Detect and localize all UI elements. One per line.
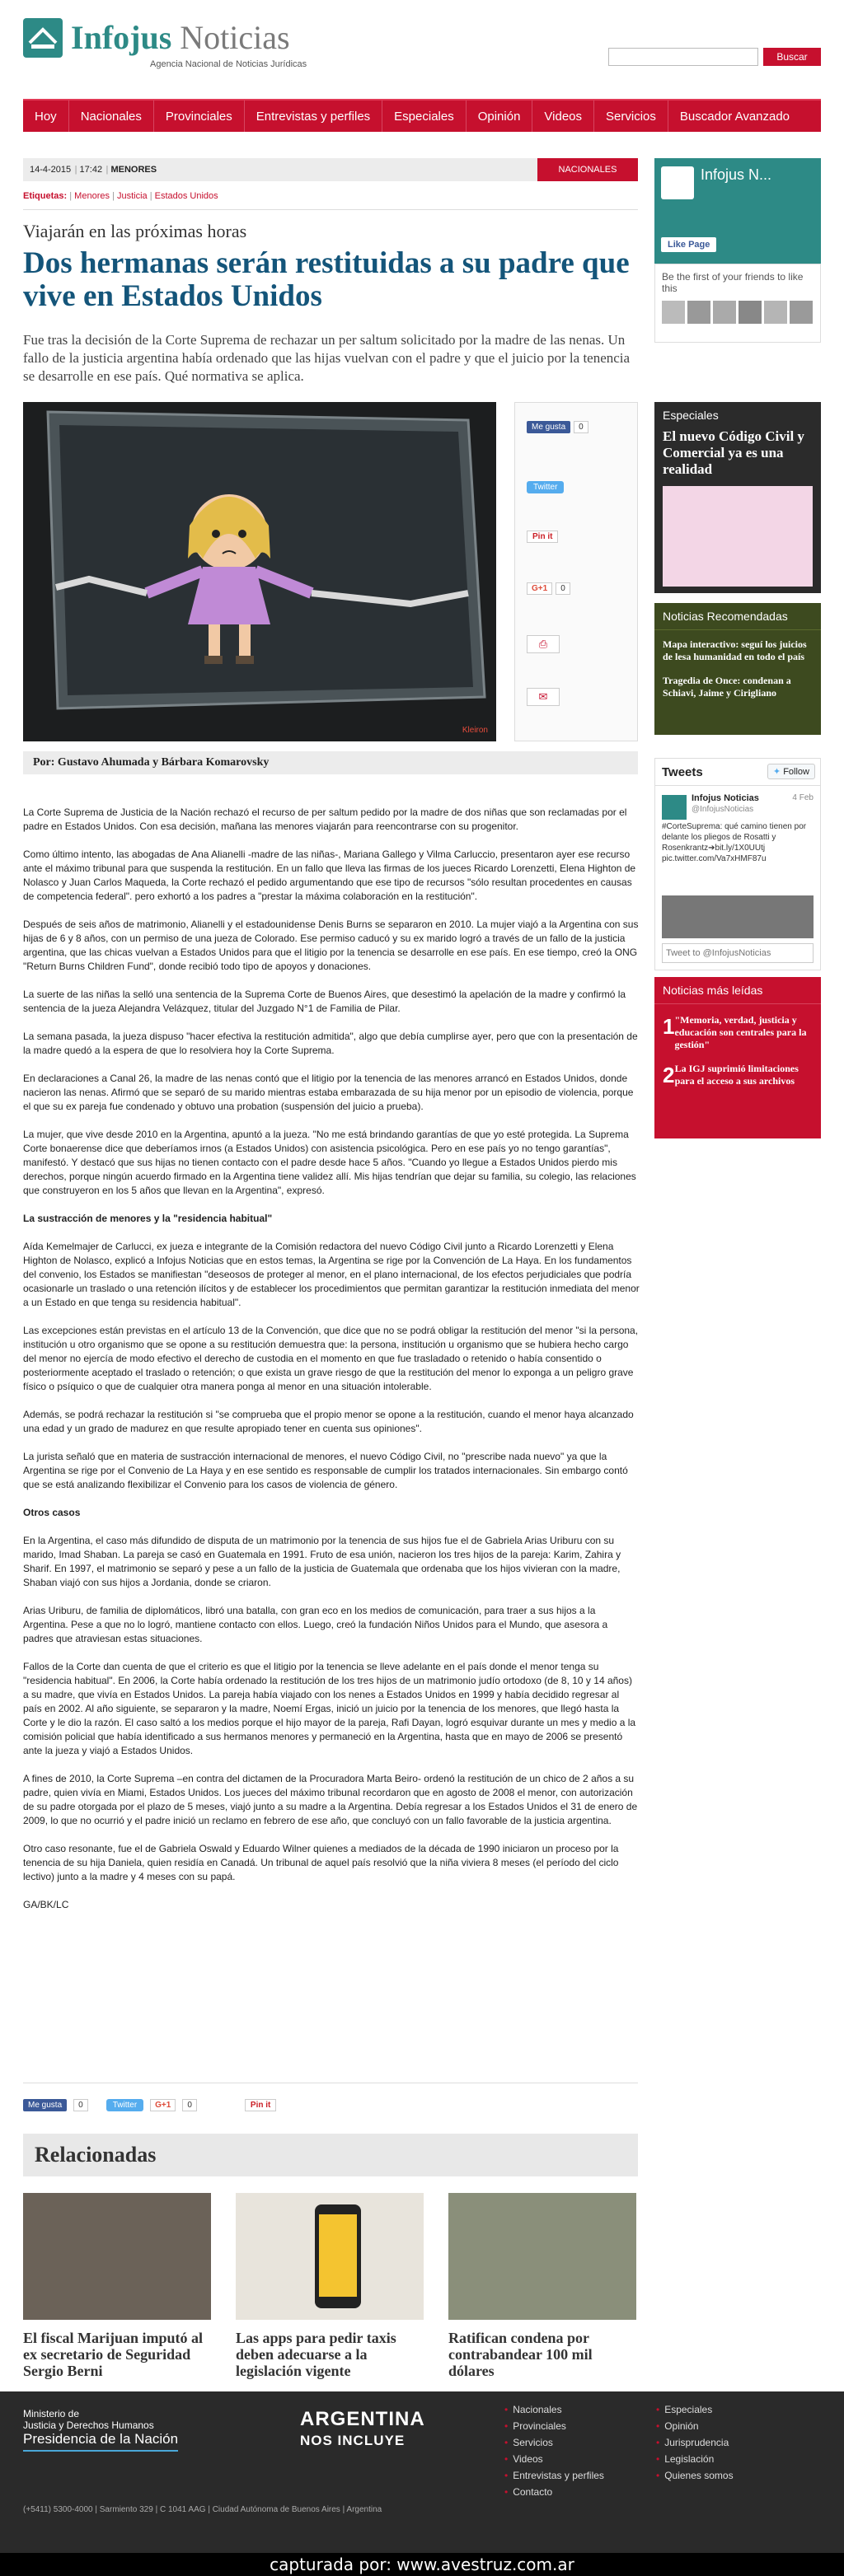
related-image[interactable] (236, 2193, 424, 2320)
twitter-button[interactable]: Twitter (106, 2099, 143, 2111)
recommended-link[interactable]: Mapa interactivo: seguí los juicios de lesa humanidad en todo el país (663, 638, 807, 662)
article-author: Por: Gustavo Ahumada y Bárbara Komarovsky (23, 751, 638, 774)
nav-provinciales[interactable]: Provinciales (154, 101, 245, 132)
footer-link[interactable]: • Quienes somos (656, 2467, 734, 2484)
related-image[interactable] (23, 2193, 211, 2320)
avatar (790, 301, 813, 324)
tag-link[interactable]: Menores (74, 191, 110, 201)
gplus-button[interactable]: G+1 (527, 582, 552, 595)
fb-text: Be the first of your friends to like this (662, 271, 804, 294)
tweet-input[interactable] (662, 943, 814, 963)
related-heading: Relacionadas (23, 2134, 638, 2176)
search-input[interactable] (608, 48, 758, 66)
footer-link[interactable]: • Entrevistas y perfiles (504, 2467, 604, 2484)
especiales-heading: Especiales (663, 409, 719, 422)
tag-link[interactable]: Justicia (116, 191, 148, 201)
bottom-share-bar (23, 2095, 276, 2115)
avatar (738, 301, 762, 324)
footer-link[interactable]: • Contacto (504, 2484, 604, 2500)
ministry-label: Justicia y Derechos Humanos (23, 2419, 154, 2431)
most-read-link[interactable]: La IGJ suprimió limitaciones para el acceso a sus archivos (674, 1063, 799, 1087)
fb-like-page-button[interactable]: Like Page (661, 237, 716, 252)
subheading: Otros casos (23, 1507, 81, 1518)
brand-logo[interactable]: Infojus Noticias (71, 19, 290, 56)
footer-link[interactable]: • Opinión (656, 2418, 734, 2434)
article-body (23, 806, 640, 1926)
footer-links (656, 2401, 734, 2484)
gplus-count: 0 (182, 2099, 197, 2111)
tags-row: Etiquetas: | Menores | Justicia | Estados Unidos (23, 191, 218, 201)
pinterest-button[interactable]: Pin it (245, 2099, 276, 2111)
recommended-heading: Noticias Recomendadas (654, 603, 821, 630)
gplus-count: 0 (556, 582, 570, 595)
article-meta: 14-4-2015 | 17:42 | MENORES (23, 158, 638, 181)
twitter-widget (654, 758, 821, 970)
slogan: ARGENTINA (300, 2408, 425, 2430)
tweets-heading: Tweets (662, 765, 703, 779)
like-count: 0 (574, 421, 588, 433)
related-link[interactable]: Las apps para pedir taxis deben adecuarse a la legislación vigente (236, 2330, 396, 2379)
footer-link[interactable]: • Nacionales (504, 2401, 604, 2418)
tweet-handle: @InfojusNoticias (692, 805, 754, 814)
tweet-date: 4 Feb (792, 793, 814, 802)
paragraph: La suerte de las niñas la selló una sentencia de la Suprema Corte de Buenos Aires, que desestimó la apelación de la madre y confirmó la sentencia de la jueza Alejandra Velázquez, titular del Juzgado N°1 de Familia de Pilar. (23, 989, 626, 1014)
facebook-widget (654, 158, 821, 264)
facebook-like-button[interactable]: Me gusta (23, 2099, 67, 2111)
slogan: NOS INCLUYE (300, 2433, 406, 2448)
paragraph: Después de seis años de matrimonio, Alianelli y el estadounidense Denis Burns se separaron en 2010. La mujer viajó a la Argentina con sus hijas de 6 y 8 años, con un permiso de una jueza de Colorado. Ese permiso caducó y su ex marido logró a través de un fallo de la justicia argentina, que las chicas vuelvan a Estados Unidos para que el litigio por la tenencia se desarrolle en ese país. En ese tiempo, creó la ONG "Return Burns Children Fund", donde recibió todo tipo de apoyos y donaciones. (23, 919, 639, 972)
paragraph: Como último intento, las abogadas de Ana Alianelli -madre de las niñas-, Mariana Gallego y Vilma Carluccio, presentaron ayer ese recurso ante el máximo tribunal para que suspenda la restitución. En un fallo que lleva las firmas de los jueces Ricardo Lorenzetti, Elena Highton de Nolasco y Juan Carlos Maqueda, la Corte rechazó el pedido argumentando que ese tipo de recursos "sólo resultan procedentes en causas de competencia federal". pero exhortó a los padres a "prestar la máxima colaboración en la restitución". (23, 849, 636, 902)
nav-videos[interactable]: Videos (532, 101, 594, 132)
avatar (764, 301, 787, 324)
divider (23, 209, 638, 210)
nav-hoy[interactable]: Hoy (23, 101, 69, 132)
search-button[interactable]: Buscar (763, 48, 821, 66)
article-kicker: Viajarán en las próximas horas (23, 221, 247, 241)
nav-opinion[interactable]: Opinión (467, 101, 533, 132)
footer-link[interactable]: • Provinciales (504, 2418, 604, 2434)
paragraph: Otro caso resonante, fue el de Gabriela Oswald y Eduardo Wilner quienes a mediados de la década de 1990 iniciaron un proceso por la tenencia de su hija Daniela, quien residía en Canadá. Un tribunal de aquel país resolvió que la niña viviera 8 meses (el período del ciclo lectivo) junto a la madre y 4 meses con su papá. (23, 1843, 619, 1882)
print-icon[interactable]: ⎙ (527, 635, 560, 653)
nav-servicios[interactable]: Servicios (594, 101, 668, 132)
footer-link[interactable]: • Videos (504, 2451, 604, 2467)
paragraph: En la Argentina, el caso más difundido de disputa de un matrimonio por la tenencia de sus hijos fue el de Gabriela Arias Uriburu con su marido, Imad Shaban. La pareja se casó en Guatemala en 1991. Fruto de esa unión, nacieron los tres hijos de la pareja: Karim, Zahira y Sharif. En 1997, el matrimonio se separó y pese a un fallo de la justicia de Guatemala que ordenaba que los hijos vivieran con la madre, Shaban viajó con sus hijos a Jordania, donde se criaron. (23, 1535, 621, 1588)
avatar (713, 301, 736, 324)
brand-subtitle: Agencia Nacional de Noticias Jurídicas (150, 59, 307, 69)
rank-number: 1 (663, 1014, 675, 1039)
tweet-image[interactable] (662, 895, 814, 938)
avatar (662, 301, 685, 324)
paragraph: La Corte Suprema de Justicia de la Nación rechazó el recurso de per saltum pedido por la madre de dos niñas que son reclamadas por el padre en Estados Unidos. Con esa decisión, mañana las menores viajarán para reencontrarse con su progenitor. (23, 806, 627, 832)
nav-buscador[interactable]: Buscador Avanzado (679, 110, 790, 124)
paragraph: Las excepciones están previstas en el artículo 13 de la Convención, que dice que no se podrá obligar la restitución del menor "si la persona, institución u otro organismo que se opone a su restitución demuestra que: la persona, institución u organismo que se hubiera hecho cargo del menor no ejercía de modo efectivo el derecho de custodia en el momento en que fue trasladado o retenido o había consentido o posteriormente aceptado el traslado o retención; o que exista un grave riesgo de que la restitución del menor lo exponga a un peligro grave físico o psíquico o que de cualquier otra manera ponga al menor en una situación intolerable. (23, 1325, 639, 1392)
most-read-widget (654, 977, 821, 1138)
tweet-author[interactable]: Infojus Noticias (692, 793, 759, 803)
category-button[interactable]: NACIONALES (537, 158, 638, 181)
tag-link[interactable]: Estados Unidos (154, 191, 218, 201)
nav-entrevistas[interactable]: Entrevistas y perfiles (245, 101, 382, 132)
article-title: Dos hermanas serán restituidas a su padre que vive en Estados Unidos (23, 246, 630, 313)
article-image (23, 402, 496, 741)
footer-address: (+5411) 5300-4000 | Sarmiento 329 | C 1041 AAG | Ciudad Autónoma de Buenos Aires | Argentina (23, 2505, 382, 2514)
paragraph: Además, se podrá rechazar la restitución si "se comprueba que el propio menor se opone a la restitución, cuando el menor haya alcanzado una edad y un grado de madurez en que resulte apropiado tener en cuenta sus opiniones". (23, 1409, 634, 1434)
email-icon[interactable]: ✉ (527, 688, 560, 706)
paragraph: A fines de 2010, la Corte Suprema –en contra del dictamen de la Procuradora Marta Beiro- ordenó la restitución de un chico de 2 años a su padre, quien vivía en Miami, Estados Unidos. Los jueces del máximo tribunal recordaron que en agosto de 2008 el menor, con autorización de su padre otorgada por el plazo de 5 meses, viajó junto a su madre a la Argentina. Debía regresar a los Estados Unidos el 31 de enero de 2009, lo que no ocurrió y el padre inició un reclamo en febrero de ese año, que concluyó con un fallo favorable de la justicia argentina. (23, 1773, 638, 1826)
article-date: 14-4-2015 (30, 165, 72, 175)
avatar (687, 301, 710, 324)
signature: GA/BK/LC (23, 1899, 69, 1910)
nav-especiales[interactable]: Especiales (382, 101, 467, 132)
article-lead: Fue tras la decisión de la Corte Suprema de rechazar un per saltum solicitado por la madre de las nenas. Un fallo de la justicia argentina había ordenado que las hijas vuelvan con el padre y que el juicio por la tenencia se desarrolle en ese país. Qué normativa se aplica. (23, 332, 631, 384)
rank-number: 2 (663, 1063, 675, 1087)
like-count: 0 (73, 2099, 88, 2111)
twitter-button[interactable]: Twitter (527, 481, 564, 493)
gplus-button[interactable]: G+1 (150, 2099, 176, 2111)
paragraph: Arias Uriburu, de familia de diplomáticos, libró una batalla, con gran eco en los medios de comunicación, para traer a sus hijos a la Argentina. Pese a que no lo logró, mantiene contacto con ellos. Luego, creó la fundación Niños Unidos para el Mundo, que asesora a padres que atraviesan estas situaciones. (23, 1605, 608, 1644)
logo-icon[interactable] (23, 18, 63, 58)
divider (655, 785, 820, 786)
paragraph: Aída Kemelmajer de Carlucci, ex jueza e integrante de la Comisión redactora del nuevo Código Civil junto a Ricardo Lorenzetti y Elena Highton de Nolasco, explicó a Infojus Noticias que en estos temas, la Argentina se rige por la Convención de La Haya. En los fundamentos del convenio, los Estados se manifiestan "deseosos de proteger al menor, en el plano internacional, de los efectos perjudiciales que podría ocasionarle un traslado o una retención ilícitos y de establecer los procedimientos que permitan garantizar la restitución inmediata del menor a un Estado en que tenga su residencia habitual". (23, 1241, 640, 1308)
most-read-heading: Noticias más leídas (654, 977, 821, 1004)
follow-label: Follow (783, 767, 809, 777)
most-read-link[interactable]: "Memoria, verdad, justicia y educación son centrales para la gestión" (674, 1014, 807, 1050)
tweet-text: #CorteSuprema: qué camino tienen por delante los pliegos de Rosatti y Rosenkrantz➔bit.ly/1X0UUtj pic.twitter.com/Va7xHMF87u (662, 822, 807, 863)
footer-link[interactable]: • Servicios (504, 2434, 604, 2451)
avatar[interactable] (662, 795, 687, 820)
paragraph: La jurista señaló que en materia de sustracción internacional de menores, el nuevo Código Civil, no "prescribe nada nuevo" ya que la Argentina se rige por el Convenio de La Haya y en ese sentido es responsable de cumplir los tratados internacionales. Sin embargo contó que se está analizando flexibilizar el Convenio para los casos de violencia de género. (23, 1451, 628, 1490)
article-time: 17:42 (79, 165, 103, 175)
related-link[interactable]: El fiscal Marijuan imputó al ex secretario de Seguridad Sergio Berni (23, 2330, 204, 2379)
especiales-widget (654, 402, 821, 593)
image-credit: Kleiron (462, 726, 488, 735)
nav-nacionales[interactable]: Nacionales (69, 101, 154, 132)
page-avatar (661, 166, 694, 199)
social-bar (514, 402, 638, 741)
footer-link[interactable]: • Especiales (656, 2401, 734, 2418)
tags-label: Etiquetas: (23, 191, 68, 201)
subheading: La sustracción de menores y la "residencia habitual" (23, 1213, 273, 1224)
ministry-label: Ministerio de (23, 2408, 80, 2419)
related-link[interactable]: Ratifican condena por contrabandear 100 mil dólares (448, 2330, 593, 2379)
footer (0, 2391, 844, 2576)
pinterest-button[interactable]: Pin it (527, 531, 558, 543)
article-section: MENORES (110, 165, 157, 175)
paragraph: La semana pasada, la jueza dispuso "hacer efectiva la restitución admitida", algo que debía cumplirse ayer, pero que con la presentación de la madre quedó a la espera de que lo resolviera hoy la Corte Suprema. (23, 1031, 638, 1056)
related-image[interactable] (448, 2193, 636, 2320)
footer-links (504, 2401, 604, 2500)
twitter-icon: ✦ (772, 767, 784, 777)
paragraph: La mujer, que vive desde 2010 en la Argentina, apuntó a la jueza. "No me está brindando garantías de que yo esté protegida. La Suprema Corte bonaerense dice que deberíamos irnos (a Estados Unidos) con asistencia psicológica. Pero en ese país yo no tengo garantías", manifestó. Y destacó que sus hijas no tienen contacto con el padre desde hace 5 años. "Cuando yo llegue a Estados Unidos pierdo mis derechos, porque ningún acuerdo firmado en la Argentina tiene validez allí. Mis hijas tendrían que dejar su familia, su colegio, las relaciones que construyeron en los 5 años que llevan en la Argentina", expresó. (23, 1129, 636, 1196)
paragraph: En declaraciones a Canal 26, la madre de las nenas contó que el litigio por la tenencia de las menores arrancó en Estados Unidos, donde nacieron las nenas. Afirmó que se separó de su marido mientras estaba embarazada de su hija menor por un episodio de violencia, porque el que su ex pareja fue condenado y obtuvo una probation (suspensión del juicio a prueba). (23, 1073, 634, 1112)
especiales-link[interactable]: El nuevo Código Civil y Comercial ya es una realidad (663, 428, 804, 477)
paragraph: Fallos de la Corte dan cuenta de que el criterio es que el litigio por la tenencia se lleve adelante en el país donde el menor tenga su "residencia habitual". En 2006, la Corte había ordenado la restitución de los tres hijos de un matrimonio judío ortodoxo (de 8, 10 y 14 años) a su madre, que vivía en Estados Unidos. La pareja había viajado con los nenes a Estados Unidos en 1999 y había decidido regresar al país en 2002. Al año siguiente, se separaron y la madre, Noemí Ergas, inició un juicio por la tenencia de los menores, que llegó hasta la Corte y le dio la razón. El caso saltó a los medios porque el hijo mayor de la pareja, Rafi Dayan, logró esquivar durante un mes y medio a la comisión policial que había identificado a sus hermanos menores y permaneció en la Argentina, hasta que en mayo de 2006 se presentó ante la jueza y viajó a Estados Unidos. (23, 1661, 636, 1756)
facebook-like-button[interactable]: Me gusta (527, 421, 570, 433)
recommended-link[interactable]: Tragedia de Once: condenan a Schiavi, Jaime y Cirigliano (663, 675, 791, 699)
main-nav (23, 99, 821, 132)
especiales-image[interactable] (663, 486, 813, 587)
twitter-follow-button[interactable] (767, 764, 815, 779)
footer-link[interactable]: • Jurisprudencia (656, 2434, 734, 2451)
recommended-widget (654, 603, 821, 735)
fb-page-name[interactable]: Infojus N... (701, 166, 772, 183)
capture-watermark: capturada por: www.avestruz.com.ar (0, 2553, 844, 2576)
footer-link[interactable]: • Legislación (656, 2451, 734, 2467)
presidency-logo[interactable]: Presidencia de la Nación (23, 2431, 178, 2452)
facebook-friends (654, 264, 821, 343)
